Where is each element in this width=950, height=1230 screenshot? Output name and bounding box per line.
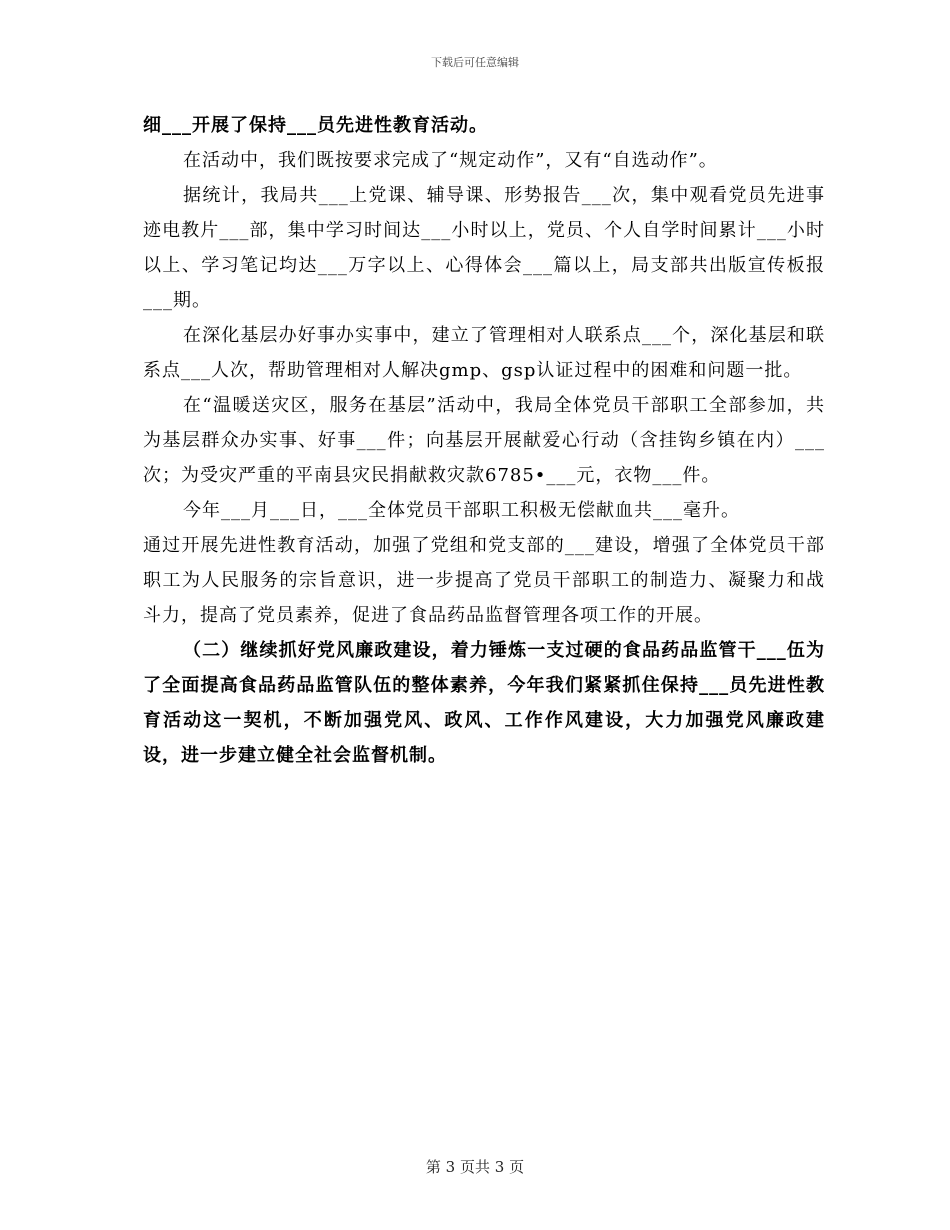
paragraph-2: 在活动中，我们既按要求完成了“规定动作”，又有“自选动作”。 [183, 150, 718, 171]
paragraph-8: （二）继续抓好党风廉政建设，着力锤炼一支过硬的食品药品监管干___伍为了全面提高食品药品监管队伍的整体素养，今年我们紧紧抓住保持___员先进性教育活动这一契机，不断加强党风、政风、工作作风建设，大力加强党风廉政建设，进一步建立健全社会监督机制。 [143, 640, 825, 766]
paragraph-4: 在深化基层办好事办实事中，建立了管理相对人联系点___个，深化基层和联系点___人次，帮助管理相对人解决gmp、gsp认证过程中的困难和问题一批。 [143, 325, 825, 381]
paragraph-1: 细___开展了保持___员先进性教育活动。 [143, 115, 488, 136]
paragraph-6: 今年___月___日，___全体党员干部职工积极无偿献血共___毫升。 [183, 500, 740, 521]
page-number: 第 3 页共 3 页 [425, 1158, 525, 1176]
header-note: 下载后可任意编辑 [431, 56, 519, 69]
document-body [143, 108, 825, 773]
paragraph-3: 据统计，我局共___上党课、辅导课、形势报告___次，集中观看党员先进事迹电教片___部，集中学习时间达___小时以上，党员、个人自学时间累计___小时以上、学习笔记均达___万字以上、心得体会___篇以上，局支部共出版宣传板报___期。 [143, 185, 825, 311]
paragraph-7: 通过开展先进性教育活动，加强了党组和党支部的___建设，增强了全体党员干部职工为人民服务的宗旨意识，进一步提高了党员干部职工的制造力、凝聚力和战斗力，提高了党员素养，促进了食品药品监督管理各项工作的开展。 [143, 535, 825, 626]
paragraph-5: 在“温暖送灾区，服务在基层”活动中，我局全体党员干部职工全部参加，共为基层群众办实事、好事___件；向基层开展献爱心行动（含挂钩乡镇在内）___次；为受灾严重的平南县灾民捐献救灾款6785•___元，衣物___件。 [143, 395, 825, 486]
